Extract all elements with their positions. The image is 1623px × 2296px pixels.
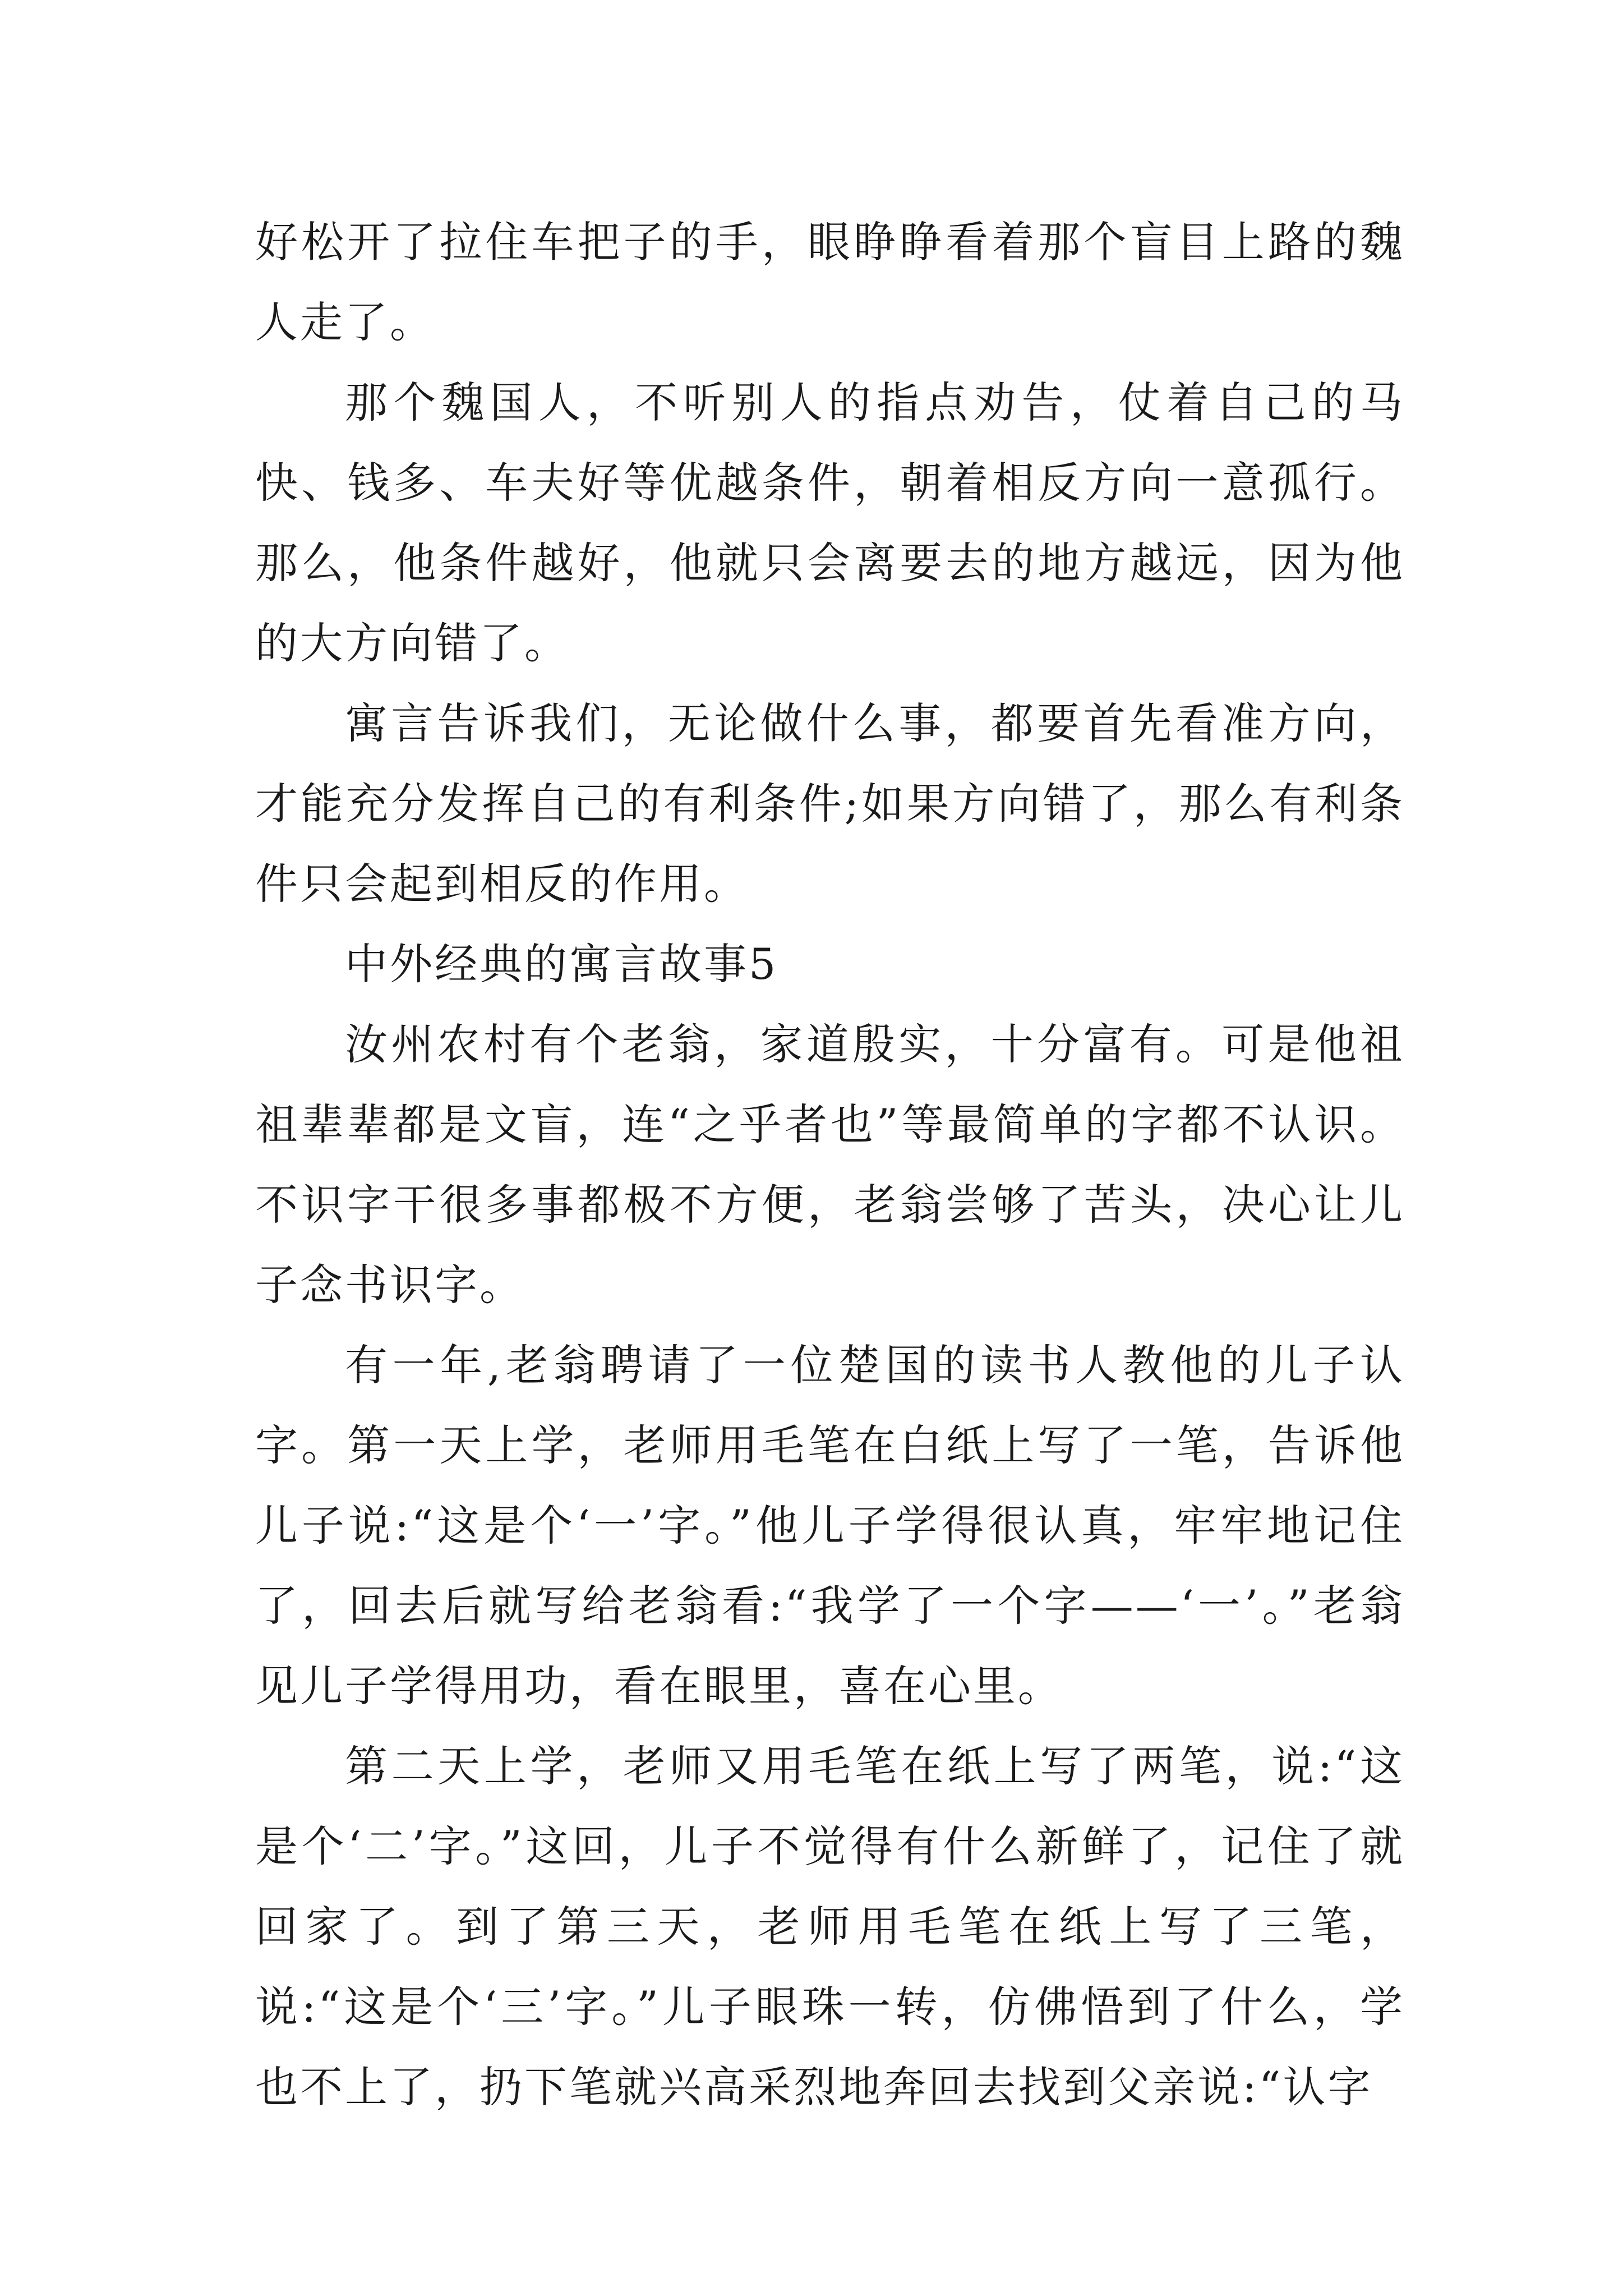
section-heading: 中外经典的寓言故事5 [345, 939, 778, 989]
paragraph-3: 寓言告诉我们，无论做什么事，都要首先看准方向，才能充分发挥自己的有利条件;如果方向错了，那么有利条件只会起到相反的作用。 [255, 698, 1405, 909]
paragraph-1: 好松开了拉住车把子的手，眼睁睁看着那个盲目上路的魏人走了。 [255, 217, 1405, 347]
paragraph-2: 那个魏国人，不听别人的指点劝告，仗着自己的马快、钱多、车夫好等优越条件，朝着相反方向一意孤行。那么，他条件越好，他就只会离要去的地方越远，因为他的大方向错了。 [255, 378, 1405, 668]
document-body [255, 202, 1405, 2127]
paragraph-4: 汝州农村有个老翁，家道殷实，十分富有。可是他祖祖辈辈都是文盲，连“之乎者也”等最简单的字都不认识。不识字干很多事都极不方便，老翁尝够了苦头，决心让儿子念书识字。 [255, 1019, 1405, 1310]
paragraph-6: 第二天上学，老师又用毛笔在纸上写了两笔，说:“这是个‘二’字。”这回，儿子不觉得有什么新鲜了，记住了就回家了。到了第三天，老师用毛笔在纸上写了三笔，说:“这是个‘三’字。”儿子眼珠一转，仿佛悟到了什么，学也不上了，扔下笔就兴高采烈地奔回去找到父亲说:“认字 [255, 1741, 1405, 2112]
paragraph-5: 有一年,老翁聘请了一位楚国的读书人教他的儿子认字。第一天上学，老师用毛笔在白纸上写了一笔，告诉他儿子说:“这是个‘一’字。”他儿子学得很认真，牢牢地记住了，回去后就写给老翁看:“我学了一个字——‘一’。”老翁见儿子学得用功，看在眼里，喜在心里。 [255, 1340, 1405, 1711]
